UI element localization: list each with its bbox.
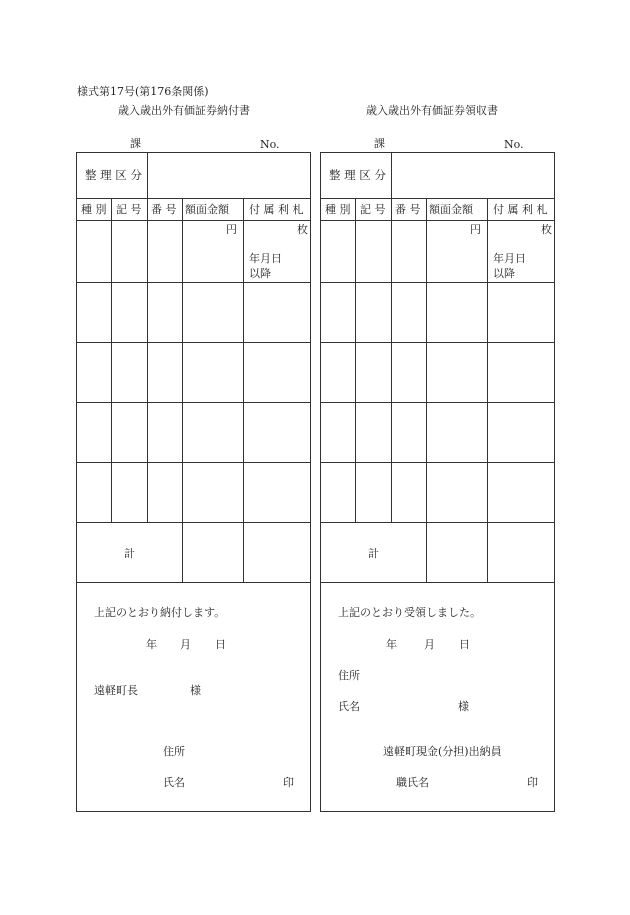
- left-seiri-divider: [147, 153, 148, 198]
- left-col-divider-2: [147, 198, 148, 522]
- right-date-month: 月: [424, 638, 435, 651]
- right-unit-yen: 円: [470, 223, 481, 236]
- left-name-label: 氏名: [163, 776, 185, 789]
- left-rule-row5: [77, 522, 310, 523]
- form-number: 様式第17号(第176条関係): [77, 85, 209, 98]
- left-date-day: 日: [215, 638, 226, 651]
- right-rule-total: [321, 582, 554, 583]
- left-no-label: No.: [260, 138, 280, 151]
- right-unit-mai: 枚: [541, 223, 552, 236]
- left-addressee: 遠軽町長: [94, 684, 138, 697]
- right-date-label: 年月日: [493, 252, 526, 265]
- right-col-bangou: 番 号: [395, 203, 421, 216]
- right-seiri-divider: [391, 153, 392, 198]
- left-col-divider-3: [182, 198, 183, 582]
- left-statement: 上記のとおり納付します。: [94, 606, 226, 619]
- right-seal-mark: 印: [527, 776, 538, 789]
- left-col-shubetsu: 種 別: [81, 203, 107, 216]
- right-date-day: 日: [459, 638, 470, 651]
- right-official-name-label: 職氏名: [396, 776, 429, 789]
- right-col-kigou: 記 号: [360, 203, 386, 216]
- right-ka-label: 課: [374, 137, 385, 150]
- right-rule-row5: [321, 522, 554, 523]
- left-col-kigou: 記 号: [116, 203, 142, 216]
- left-date-year: 年: [146, 638, 157, 651]
- right-col-divider-1: [355, 198, 356, 522]
- left-ka-label: 課: [130, 137, 141, 150]
- right-col-shubetsu: 種 別: [325, 203, 351, 216]
- right-address-label: 住所: [338, 669, 360, 682]
- left-date-month: 月: [180, 638, 191, 651]
- right-col-divider-3: [426, 198, 427, 582]
- right-name-label: 氏名: [338, 700, 360, 713]
- right-statement: 上記のとおり受領しました。: [338, 606, 481, 619]
- left-rule-total: [77, 582, 310, 583]
- left-addressee-sama: 様: [190, 684, 201, 697]
- right-date-suffix: 以降: [493, 267, 515, 280]
- left-date-label: 年月日: [249, 252, 282, 265]
- right-no-label: No.: [504, 138, 524, 151]
- left-col-divider-4: [243, 198, 244, 582]
- right-col-divider-4: [487, 198, 488, 582]
- right-title: 歳入歳出外有価証券領収書: [366, 104, 498, 117]
- left-form-panel: [76, 152, 311, 812]
- left-col-bangou: 番 号: [151, 203, 177, 216]
- left-total-label: 計: [124, 547, 135, 560]
- right-name-sama: 様: [458, 700, 469, 713]
- left-seiri-label: 整 理 区 分: [85, 168, 142, 182]
- right-date-year: 年: [386, 638, 397, 651]
- left-col-fuzoku: 付 属 利 札: [249, 203, 304, 216]
- left-address-label: 住所: [163, 745, 185, 758]
- right-col-divider-2: [391, 198, 392, 522]
- right-col-fuzoku: 付 属 利 札: [493, 203, 548, 216]
- left-seal-mark: 印: [283, 776, 294, 789]
- left-col-divider-1: [111, 198, 112, 522]
- left-unit-yen: 円: [226, 223, 237, 236]
- left-unit-mai: 枚: [297, 223, 308, 236]
- right-total-label: 計: [368, 547, 379, 560]
- right-form-panel: [320, 152, 555, 812]
- left-title: 歳入歳出外有価証券納付書: [118, 104, 250, 117]
- right-treasurer-label: 遠軽町現金(分担)出納員: [383, 745, 502, 758]
- left-col-gakumen: 額面金額: [185, 203, 229, 216]
- right-col-gakumen: 額面金額: [429, 203, 473, 216]
- left-date-suffix: 以降: [249, 267, 271, 280]
- right-seiri-label: 整 理 区 分: [329, 168, 386, 182]
